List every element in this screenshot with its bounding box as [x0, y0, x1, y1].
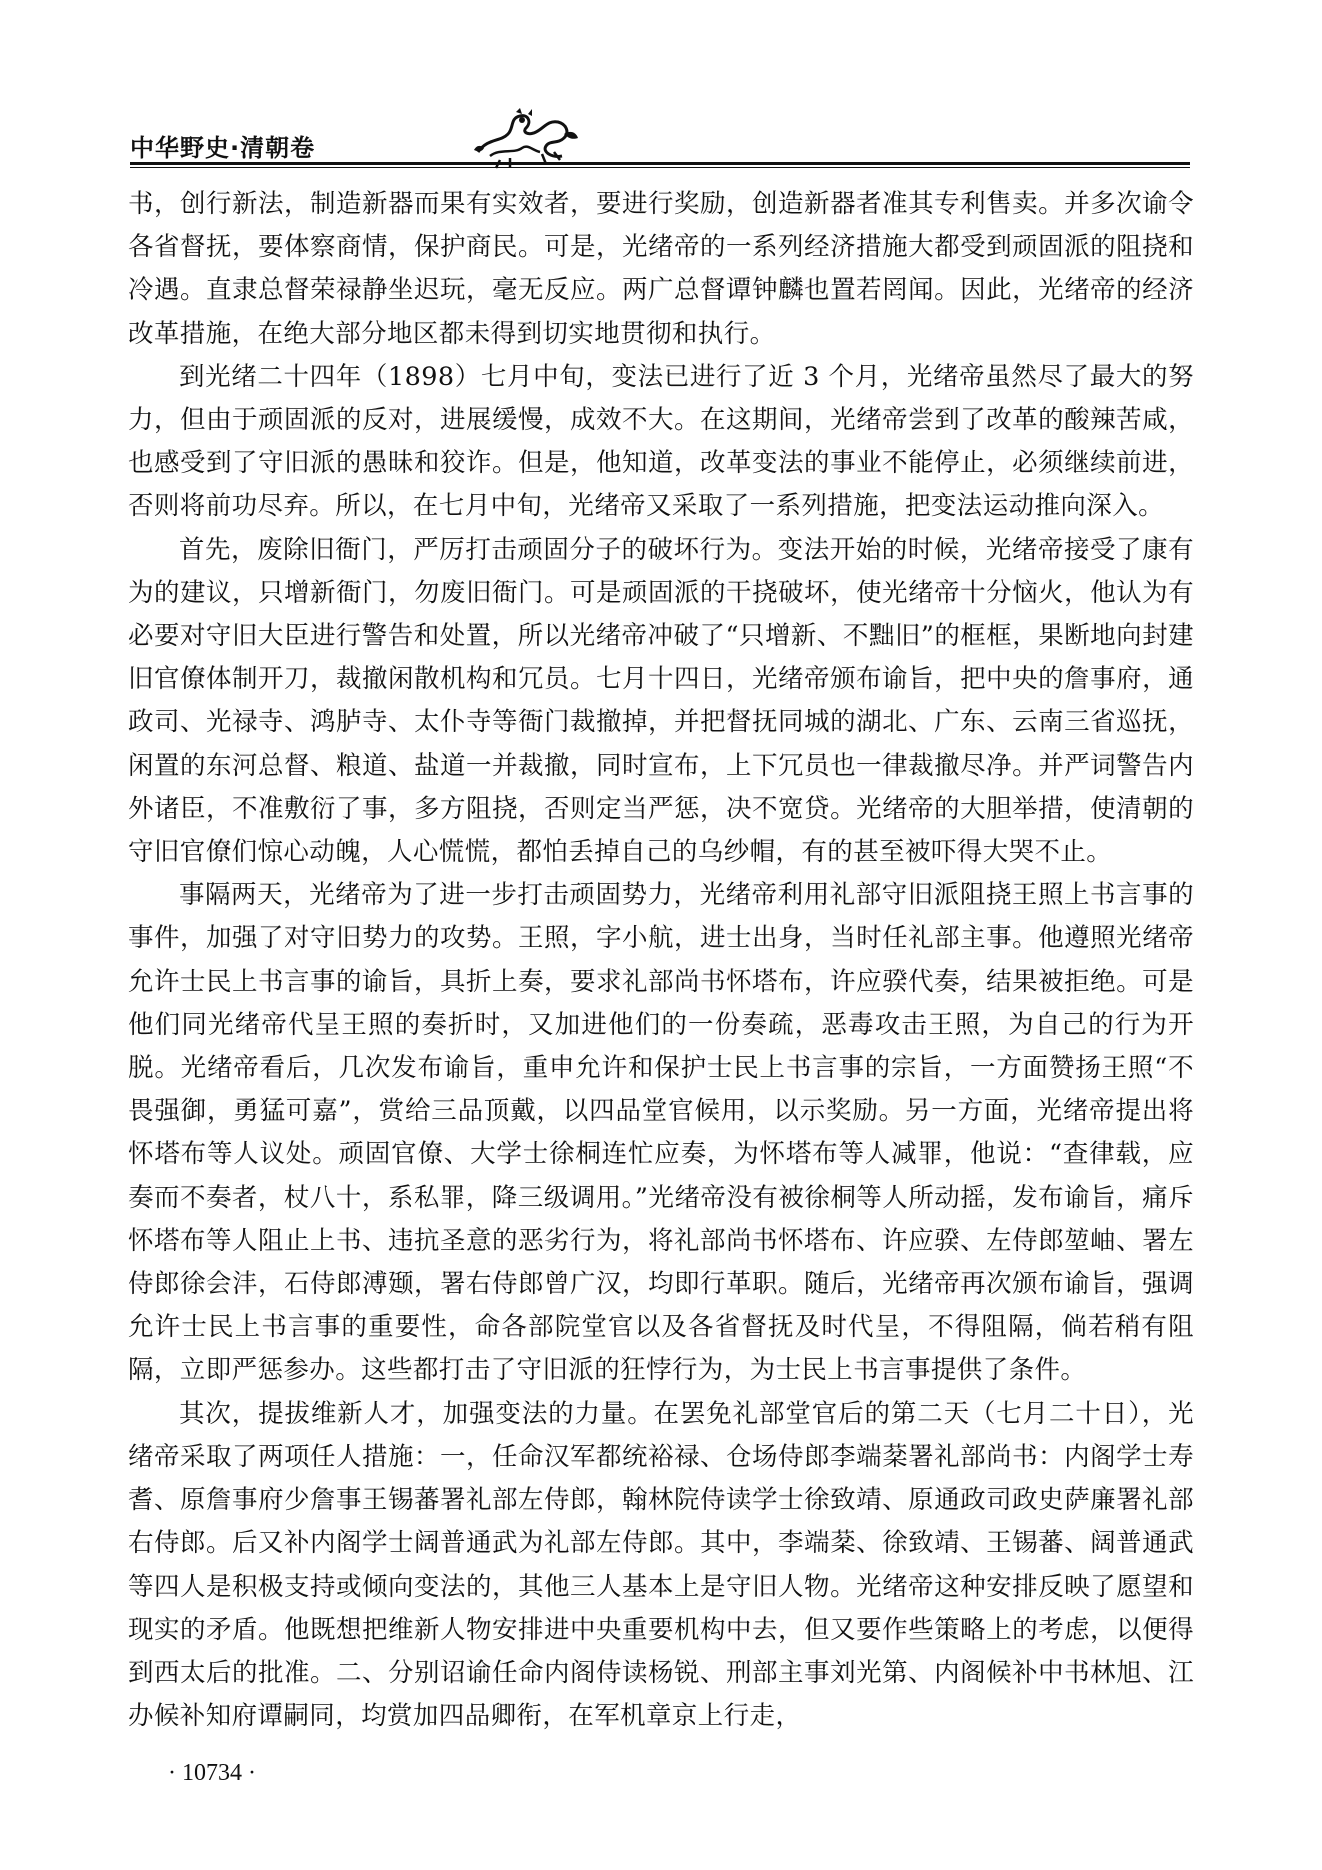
body-text: [128, 183, 1194, 1738]
header-rule-thin: [130, 167, 1190, 168]
running-header: [130, 118, 1190, 166]
book-title: 中华野史·清朝卷: [130, 134, 316, 162]
header-rule-thick: [130, 162, 1190, 165]
paragraph: 到光绪二十四年（1898）七月中旬，变法已进行了近 3 个月，光绪帝虽然尽了最大的努力，但由于顽固派的反对，进展缓慢，成效不大。在这期间，光绪帝尝到了改革的酸辣苦咸，也感受到了守旧派的愚昧和狡诈。但是，他知道，改革变法的事业不能停止，必须继续前进，否则将前功尽弃。所以，在七月中旬，光绪帝又采取了一系列措施，把变法运动推向深入。: [128, 361, 1194, 522]
paragraph: 书，创行新法，制造新器而果有实效者，要进行奖励，创造新器者准其专利售卖。并多次谕令各省督抚，要体察商情，保护商民。可是，光绪帝的一系列经济措施大都受到顽固派的阻挠和冷遇。直隶总督荣禄静坐迟玩，毫无反应。两广总督谭钟麟也置若罔闻。因此，光绪帝的经济改革措施，在绝大部分地区都未得到切实地贯彻和执行。: [128, 189, 1194, 349]
page-number: · 10734 ·: [168, 1760, 256, 1786]
paragraph: 事隔两天，光绪帝为了进一步打击顽固势力，光绪帝利用礼部守旧派阻挠王照上书言事的事件，加强了对守旧势力的攻势。王照，字小航，进士出身，当时任礼部主事。他遵照光绪帝允许士民上书言事的谕旨，具折上奏，要求礼部尚书怀塔布，许应骙代奏，结果被拒绝。可是他们同光绪帝代呈王照的奏折时，又加进他们的一份奏疏，恶毒攻击王照，为自己的行为开脱。光绪帝看后，几次发布谕旨，重申允许和保护士民上书言事的宗旨，一方面赞扬王照“不畏强御，勇猛可嘉”，赏给三品顶戴，以四品堂官候用，以示奖励。另一方面，光绪帝提出将怀塔布等人议处。顽固官僚、大学士徐桐连忙应奏，为怀塔布等人减罪，他说：“查律载，应奏而不奏者，杖八十，系私罪，降三级调用。”光绪帝没有被徐桐等人所动摇，发布谕旨，痛斥怀塔布等人阻止上书、违抗圣意的恶劣行为，将礼部尚书怀塔布、许应骙、左侍郎堃岫、署左侍郎徐会沣，石侍郎溥颋，署右侍郎曾广汉，均即行革职。随后，光绪帝再次颁布谕旨，强调允许士民上书言事的重要性，命各部院堂官以及各省督抚及时代呈，不得阻隔，倘若稍有阻隔，立即严惩参办。这些都打击了守旧派的狂悖行为，为士民上书言事提供了条件。: [128, 880, 1194, 1386]
paragraph: 首先，废除旧衙门，严厉打击顽固分子的破坏行为。变法开始的时候，光绪帝接受了康有为的建议，只增新衙门，勿废旧衙门。可是顽固派的干挠破坏，使光绪帝十分恼火，他认为有必要对守旧大臣进行警告和处置，所以光绪帝冲破了“只增新、不黜旧”的框框，果断地向封建旧官僚体制开刀，裁撤闲散机构和冗员。七月十四日，光绪帝颁布谕旨，把中央的詹事府，通政司、光禄寺、鸿胪寺、太仆寺等衙门裁撤掉，并把督抚同城的湖北、广东、云南三省巡抚，闲置的东河总督、粮道、盐道一并裁撤，同时宣布，上下冗员也一律裁撤尽净。并严词警告内外诸臣，不准敷衍了事，多方阻挠，否则定当严惩，决不宽贷。光绪帝的大胆举措，使清朝的守旧官僚们惊心动魄，人心慌慌，都怕丢掉自己的乌纱帽，有的甚至被吓得大哭不止。: [128, 534, 1194, 868]
paragraph: 其次，提拔维新人才，加强变法的力量。在罢免礼部堂官后的第二天（七月二十日），光绪帝采取了两项任人措施：一，任命汉军都统裕禄、仓场侍郎李端棻署礼部尚书：内阁学士寿耆、原詹事府少詹事王锡蕃署礼部左侍郎，翰林院侍读学士徐致靖、原通政司政史萨廉署礼部右侍郎。后又补内阁学士阔普通武为礼部左侍郎。其中，李端棻、徐致靖、王锡蕃、阔普通武等四人是积极支持或倾向变法的，其他三人基本上是守旧人物。光绪帝这种安排反映了愿望和现实的矛盾。他既想把维新人物安排进中央重要机构中去，但又要作些策略上的考虑，以便得到西太后的批准。二、分别诏谕任命内阁侍读杨锐、刑部主事刘光第、内阁候补中书林旭、江办候补知府谭嗣同，均赏加四品卿衔，在军机章京上行走，: [128, 1398, 1194, 1732]
dragon-ornament-icon: [470, 108, 580, 170]
